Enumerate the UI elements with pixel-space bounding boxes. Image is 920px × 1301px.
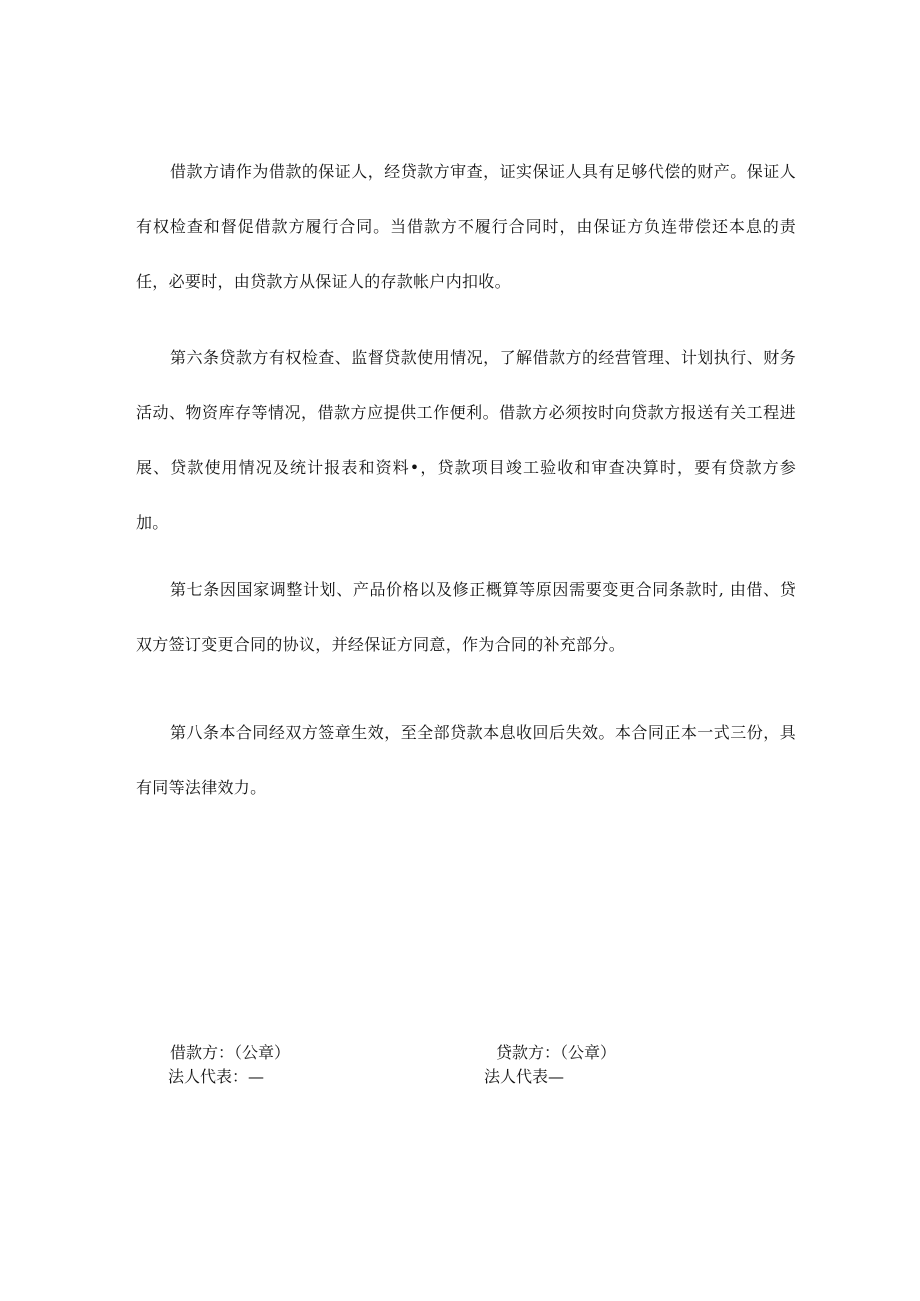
borrower-representative-line: 法人代表：— [168,1067,265,1086]
lender-seal-line: 贷款方：（公章） [496,1043,617,1062]
paragraph-article-6: 第六条贷款方有权检查、监督贷款使用情况，了解借款方的经营管理、计划执行、财务活动、物资库存等情况，借款方应提供工作便利。借款方必须按时向贷款方报送有关工程进展、贷款使用情况及统计报表和资料•，贷款项目竣工验收和审查决算时，要有贷款方参加。 [136,348,796,532]
paragraph-article-8: 第八条本合同经双方签章生效，至全部贷款本息收回后失效。本合同正本一式三份，具有同等法律效力。 [136,723,796,797]
paragraph-article-7: 第七条因国家调整计划、产品价格以及修正概算等原因需要变更合同条款时, 由借、贷双方签订变更合同的协议，并经保证方同意，作为合同的补充部分。 [136,580,796,654]
lender-representative-line: 法人代表— [484,1067,565,1086]
paragraph-guarantor: 借款方请作为借款的保证人，经贷款方审查，证实保证人具有足够代偿的财产。保证人有权检查和督促借款方履行合同。当借款方不履行合同时，由保证方负连带偿还本息的责任，必要时，由贷款方从保证人的存款帐户内扣收。 [136,162,796,291]
borrower-seal-line: 借款方：（公章） [170,1043,291,1062]
